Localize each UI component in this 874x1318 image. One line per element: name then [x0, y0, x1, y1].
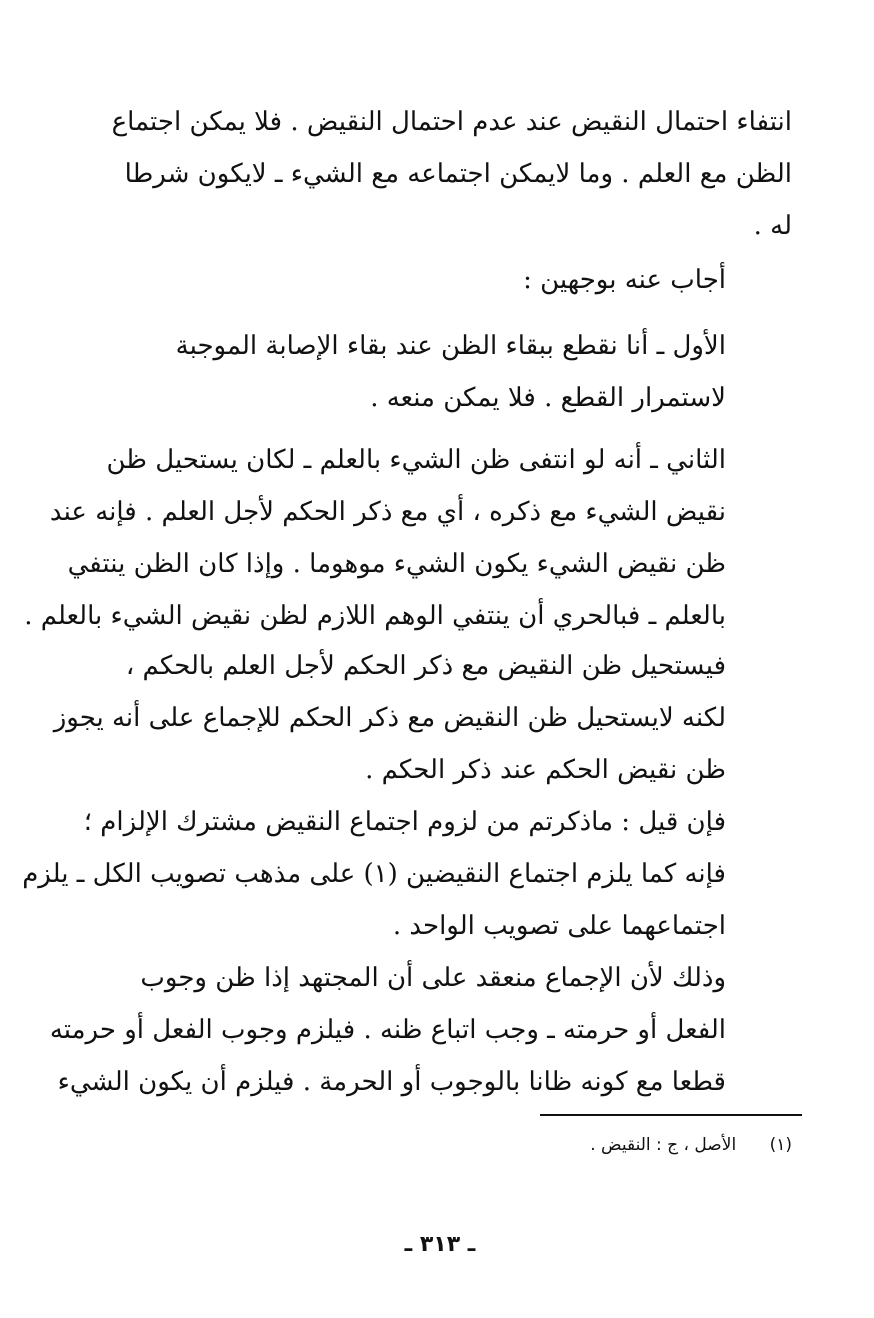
- paragraph-4: [24, 434, 792, 642]
- footnote: [500, 1132, 792, 1158]
- footnote-divider: [540, 1114, 802, 1116]
- text-line: لكنه لايستحيل ظن النقيض مع ذكر الحكم للإجماع على أنه يجوز: [53, 703, 726, 733]
- page-number: ـ ٣١٣ ـ: [404, 1232, 476, 1257]
- text-line: الأول ـ أنا نقطع ببقاء الظن عند بقاء الإصابة الموجبة: [175, 331, 726, 361]
- text-line: لاستمرار القطع . فلا يمكن منعه .: [370, 383, 726, 413]
- text-line: اجتماعهما على تصويب الواحد .: [392, 911, 726, 941]
- text-line: فإن قيل : ماذكرتم من لزوم اجتماع النقيض مشترك الإلزام ؛: [83, 807, 726, 837]
- text-line: الثاني ـ أنه لو انتفى ظن الشيء بالعلم ـ لكان يستحيل ظن: [106, 445, 726, 475]
- text-line: قطعا مع كونه ظانا بالوجوب أو الحرمة . فيلزم أن يكون الشيء: [57, 1067, 726, 1097]
- paragraph-1: [111, 96, 792, 252]
- paragraph-2: [128, 254, 792, 306]
- text-line: ظن نقيض الشيء يكون الشيء موهوما . وإذا كان الظن ينتفي: [67, 549, 726, 579]
- text-line: نقيض الشيء مع ذكره ، أي مع ذكر الحكم لأجل العلم . فإنه عند: [49, 497, 726, 527]
- footnote-number: (١): [769, 1135, 792, 1155]
- text-line: له .: [753, 211, 792, 241]
- text-line: انتفاء احتمال النقيض عند عدم احتمال النقيض . فلا يمكن اجتماع: [111, 107, 792, 137]
- text-line: وذلك لأن الإجماع منعقد على أن المجتهد إذا ظن وجوب: [140, 963, 726, 993]
- text-line: أجاب عنه بوجهين :: [523, 265, 726, 295]
- text-line: فيستحيل ظن النقيض مع ذكر الحكم لأجل العلم بالحكم ،: [125, 651, 726, 681]
- text-line: بالعلم ـ فبالحري أن ينتفي الوهم اللازم لظن نقيض الشيء بالعلم .: [24, 601, 726, 631]
- text-line: الفعل أو حرمته ـ وجب اتباع ظنه . فيلزم وجوب الفعل أو حرمته: [49, 1015, 726, 1045]
- text-line: ظن نقيض الحكم عند ذكر الحكم .: [365, 755, 726, 785]
- paragraph-5: [53, 640, 792, 796]
- text-line: فإنه كما يلزم اجتماع النقيضين (١) على مذهب تصويب الكل ـ يلزم: [22, 859, 726, 889]
- paragraph-7: [49, 952, 792, 1108]
- footnote-text: الأصل ، ج : النقيض .: [590, 1135, 737, 1155]
- text-line: الظن مع العلم . وما لايمكن اجتماعه مع الشيء ـ لايكون شرطا: [124, 159, 792, 189]
- paragraph-6: [22, 796, 792, 952]
- paragraph-3: [128, 320, 792, 424]
